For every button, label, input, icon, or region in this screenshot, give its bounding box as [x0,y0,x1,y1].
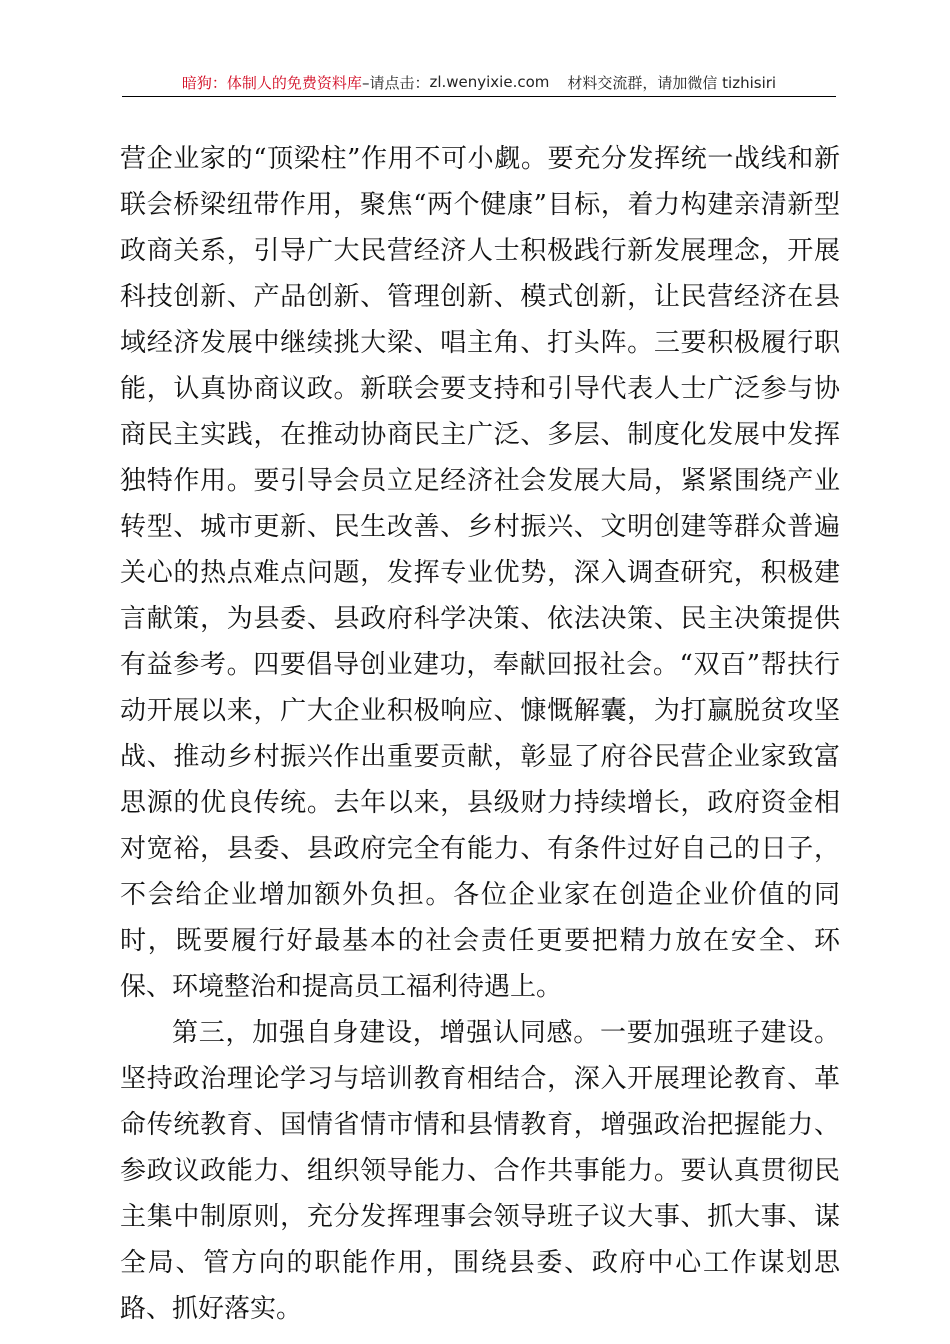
header-site-title: 暗狗：体制人的免费资料库 [181,73,362,92]
header-url-link[interactable]: zl.wenyixie.com [429,73,550,91]
header-wechat-note: 材料交流群，请加微信 tizhisiri [567,73,777,92]
header-divider [122,96,836,97]
body-paragraph: 营企业家的“顶梁柱”作用不可小觑。要充分发挥统一战线和新联会桥梁纽带作用，聚焦“两个健康”目标，着力构建亲清新型政商关系，引导广大民营经济人士积极践行新发展理念，开展科技创新、产品创新、管理创新、模式创新，让民营经济在县域经济发展中继续挑大梁、唱主角、打头阵。三要积极履行职能，认真协商议政。新联会要支持和引导代表人士广泛参与协商民主实践，在推动协商民主广泛、多层、制度化发展中发挥独特作用。要引导会员立足经济社会发展大局，紧紧围绕产业转型、城市更新、民生改善、乡村振兴、文明创建等群众普遍关心的热点难点问题，发挥专业优势，深入调查研究，积极建言献策，为县委、县政府科学决策、依法决策、民主决策提供有益参考。四要倡导创业建功，奉献回报社会。“双百”帮扶行动开展以来，广大企业积极响应、慷慨解囊，为打赢脱贫攻坚战、推动乡村振兴作出重要贡献，彰显了府谷民营企业家致富思源的优良传统。去年以来，县级财力持续增长，政府资金相对宽裕，县委、县政府完全有能力、有条件过好自己的日子，不会给企业增加额外负担。各位企业家在创造企业价值的同时，既要履行好最基本的社会责任更要把精力放在安全、环保、环境整治和提高员工福利待遇上。 [120,144,840,1002]
document-body [120,136,840,1332]
header-click-prompt: –请点击： [361,73,430,92]
page-header [122,70,836,94]
body-paragraph: 第三，加强自身建设，增强认同感。一要加强班子建设。坚持政治理论学习与培训教育相结合，深入开展理论教育、革命传统教育、国情省情市情和县情教育，增强政治把握能力、参政议政能力、组织领导能力、合作共事能力。要认真贯彻民主集中制原则，充分发挥理事会领导班子议大事、抓大事、谋全局、管方向的职能作用，围绕县委、政府中心工作谋划思路、抓好落实。 [120,1018,840,1324]
